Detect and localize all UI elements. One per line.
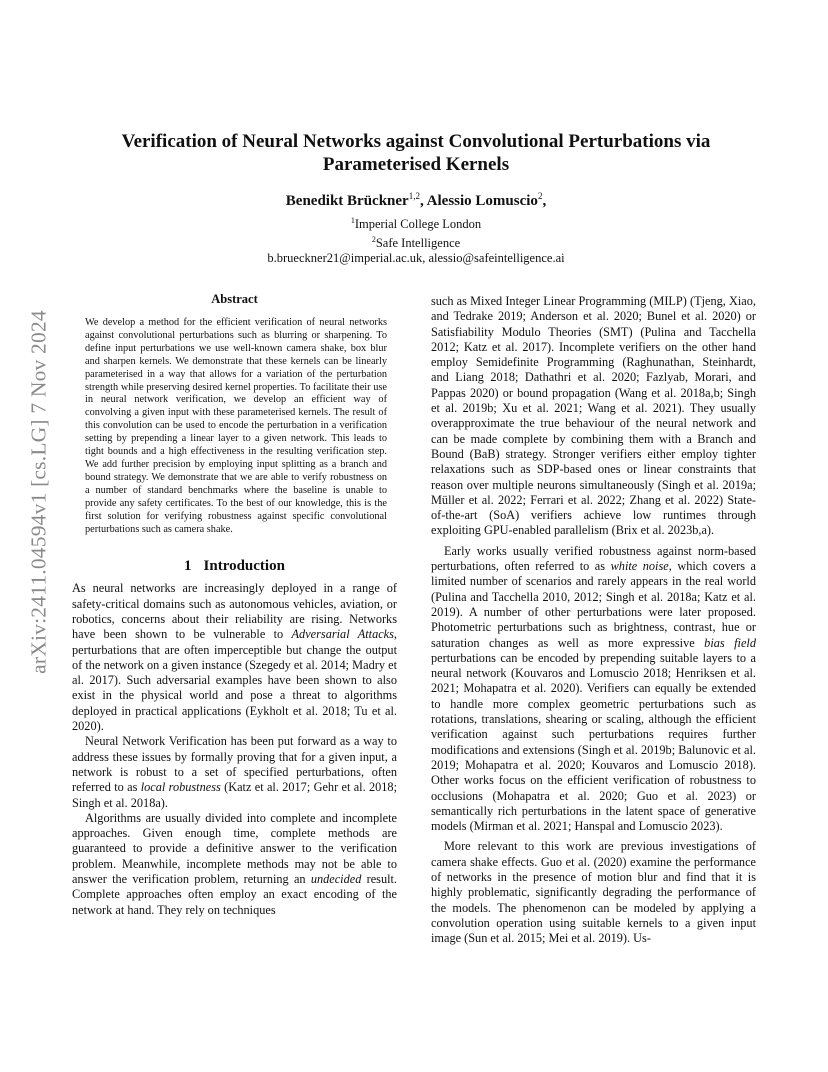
emphasis-text: local robustness [140,780,221,795]
emphasis-text: undecided [310,872,362,887]
intro-paragraph [72,581,397,734]
section-heading [72,558,397,575]
author-trailing-comma: , [542,193,547,209]
abstract-heading: Abstract [211,292,258,306]
body-paragraph: More relevant to this work are previous investigations of camera shake effects. Guo et al. (2020) examine the performance of networks in the presence of motion blur and find that it is highly problematic, significantly degrading the performance of the models. The phenomenon can be modeled by applying a convolution operation using suitable kernels to a given input image (Sun et al. 2015; Mei et al. 2019). Us- [431,839,756,946]
title-line: Verification of Neural Networks against Convolutional Perturbations via [121,131,711,152]
text-run: , which covers a limited number of scenarios and rarely appears in the real world (Pulina and Tacchella 2010, 2012; Singh et al. 2018a; Katz et al. 2019). A number of other perturbations were later proposed. Photometric perturbations such as brightness, contrast, hue or saturation changes as well as more expressive [431,559,756,650]
affiliation-line [96,232,736,251]
section-number: 1 [184,558,192,575]
author-list [96,191,736,210]
arxiv-identifier [24,288,54,696]
affiliation-name: Safe Intelligence [375,236,461,251]
emphasis-text: Adversarial Attacks [291,627,394,642]
affiliation-line [96,213,736,232]
title-line: Parameterised Kernels [322,154,510,175]
affiliation-mark: 1 [350,216,355,225]
text-run: , perturbations that are often imperceptible but change the output of the network on a given instance (Szegedy et al. 2014; Madry et al. 2017). Such adversarial examples have been shown to also exist in the physical world and pose a threat to algorithms deployed in practical applications (Eykholt et al. 2018; Tu et al. 2020). [72,627,397,734]
left-column [72,292,397,918]
author-separator: , [419,193,427,209]
affiliations [96,213,736,266]
affiliation-mark: 2 [371,235,376,245]
affiliation-name: Imperial College London [354,217,482,232]
text-run: Algorithms are usually divided into complete and incomplete approaches. Given enough time, complete methods are guaranteed to provide a definitive answer to the verification problem. Meanwhile, incomplete methods may not be able to answer the verification problem, returning an [72,810,397,887]
section-title: Introduction [203,558,285,575]
abstract-text: We develop a method for the efficient verification of neural networks against convolutional perturbations such as blurring or sharpening. To define input perturbations we use well-known camera shake, box blur and sharpen kernels. We demonstrate that these kernels can be linearly parameterised in a way that allows for a variation of the perturbation strength while preserving desired kernel properties. To facilitate their use in neural network verification, we develop an efficient way of convolving a given input with these parameterised kernels. The result of this convolution can be used to encode the perturbation in a verification setting by prepending a linear layer to a given network. This leads to tight bounds and a high effectiveness in the resulting verification step. We add further precision by employing input splitting as a branch and bound strategy. We demonstrate that we are able to verify robustness on a number of standard benchmarks where the baseline is unable to provide any safety certificates. To the best of our knowledge, this is the first solution for verifying robustness against specific convolutional perturbations such as camera shake. [85,317,387,535]
body-paragraph [431,544,756,835]
text-run: (Katz et al. 2017; Gehr et al. 2018; Singh et al. 2018a). [72,780,397,810]
body-paragraph: such as Mixed Integer Linear Programming (MILP) (Tjeng, Xiao, and Tedrake 2019; Anderson et al. 2020; Bunel et al. 2020) or Satisfiability Modulo Theories (SMT) (Pulina and Tacchella 2012; Katz et al. 2017). Incomplete verifiers on the other hand employ Semidefinite Programming (Raghunathan, Steinhardt, and Liang 2018; Dathathri et al. 2020; Fazlyab, Morari, and Pappas 2020) or bound propagation (Wang et al. 2018a,b; Singh et al. 2019b; Xu et al. 2021; Wang et al. 2021). They usually overapproximate the true behaviour of the neural network and can be made complete by combining them with a Branch and Bound (BaB) strategy. Stronger verifiers either employ tighter relaxations such as SDP-based ones or linear constraints that reason over multiple neurons simultaneously (Singh et al. 2019a; Müller et al. 2022; Ferrari et al. 2022; Zhang et al. 2022) State-of-the-art (SoA) verifiers achieve low runtimes through exploiting GPU-enabled parallelism (Brix et al. 2023b,a). [431,294,756,538]
intro-paragraph [72,734,397,810]
text-run: result. Complete approaches often employ an exact encoding of the network at hand. They rely on techniques [72,872,398,917]
author-affiliation-mark: 2 [537,191,543,201]
author-name: Alessio Lomuscio [426,193,538,209]
paper-title [96,130,736,176]
right-column [431,294,756,946]
author-name: Benedikt Brückner [285,193,409,209]
text-run: Early works usually verified robustness against norm-based perturbations, often referred to as [431,543,756,574]
text-run: Neural Network Verification has been put forward as a way to address these issues by formally proving that for a given input, a network is robust to a set of specified perturbations, often referred to as [72,734,397,795]
emphasis-text: bias field [704,635,756,650]
author-affiliation-mark: 1,2 [408,191,420,201]
text-run: perturbations can be encoded by prepending suitable layers to a neural network (Kouvaros and Lomuscio 2018; Henriksen et al. 2021; Mohapatra et al. 2020). Verifiers can equally be extended to handle more complex geometric perturbations such as rotations, translations, shearing or scaling, although the efficient verification against such perturbations requires further modifications and extensions (Singh et al. 2019b; Balunovic et al. 2019; Mohapatra et al. 2020; Kouvaros and Lomuscio 2018). Other works focus on the efficient verification of robustness to occlusions (Mohapatra et al. 2020; Guo et al. 2023) or semantically rich perturbations in the latent space of generative models (Mirman et al. 2021; Hanspal and Lomuscio 2023). [431,650,756,834]
emphasis-text: white noise [610,559,669,574]
arxiv-identifier-text: arXiv:2411.04594v1 [cs.LG] 7 Nov 2024 [26,310,51,674]
text-run: As neural networks are increasingly deployed in a range of safety-critical domains such as autonomous vehicles, aviation, or robotics, concerns about their reliability are rising. Networks have been shown to be vulnerable to [72,581,397,642]
author-emails: b.brueckner21@imperial.ac.uk, alessio@safeintelligence.ai [267,251,565,266]
intro-paragraph [72,811,397,918]
